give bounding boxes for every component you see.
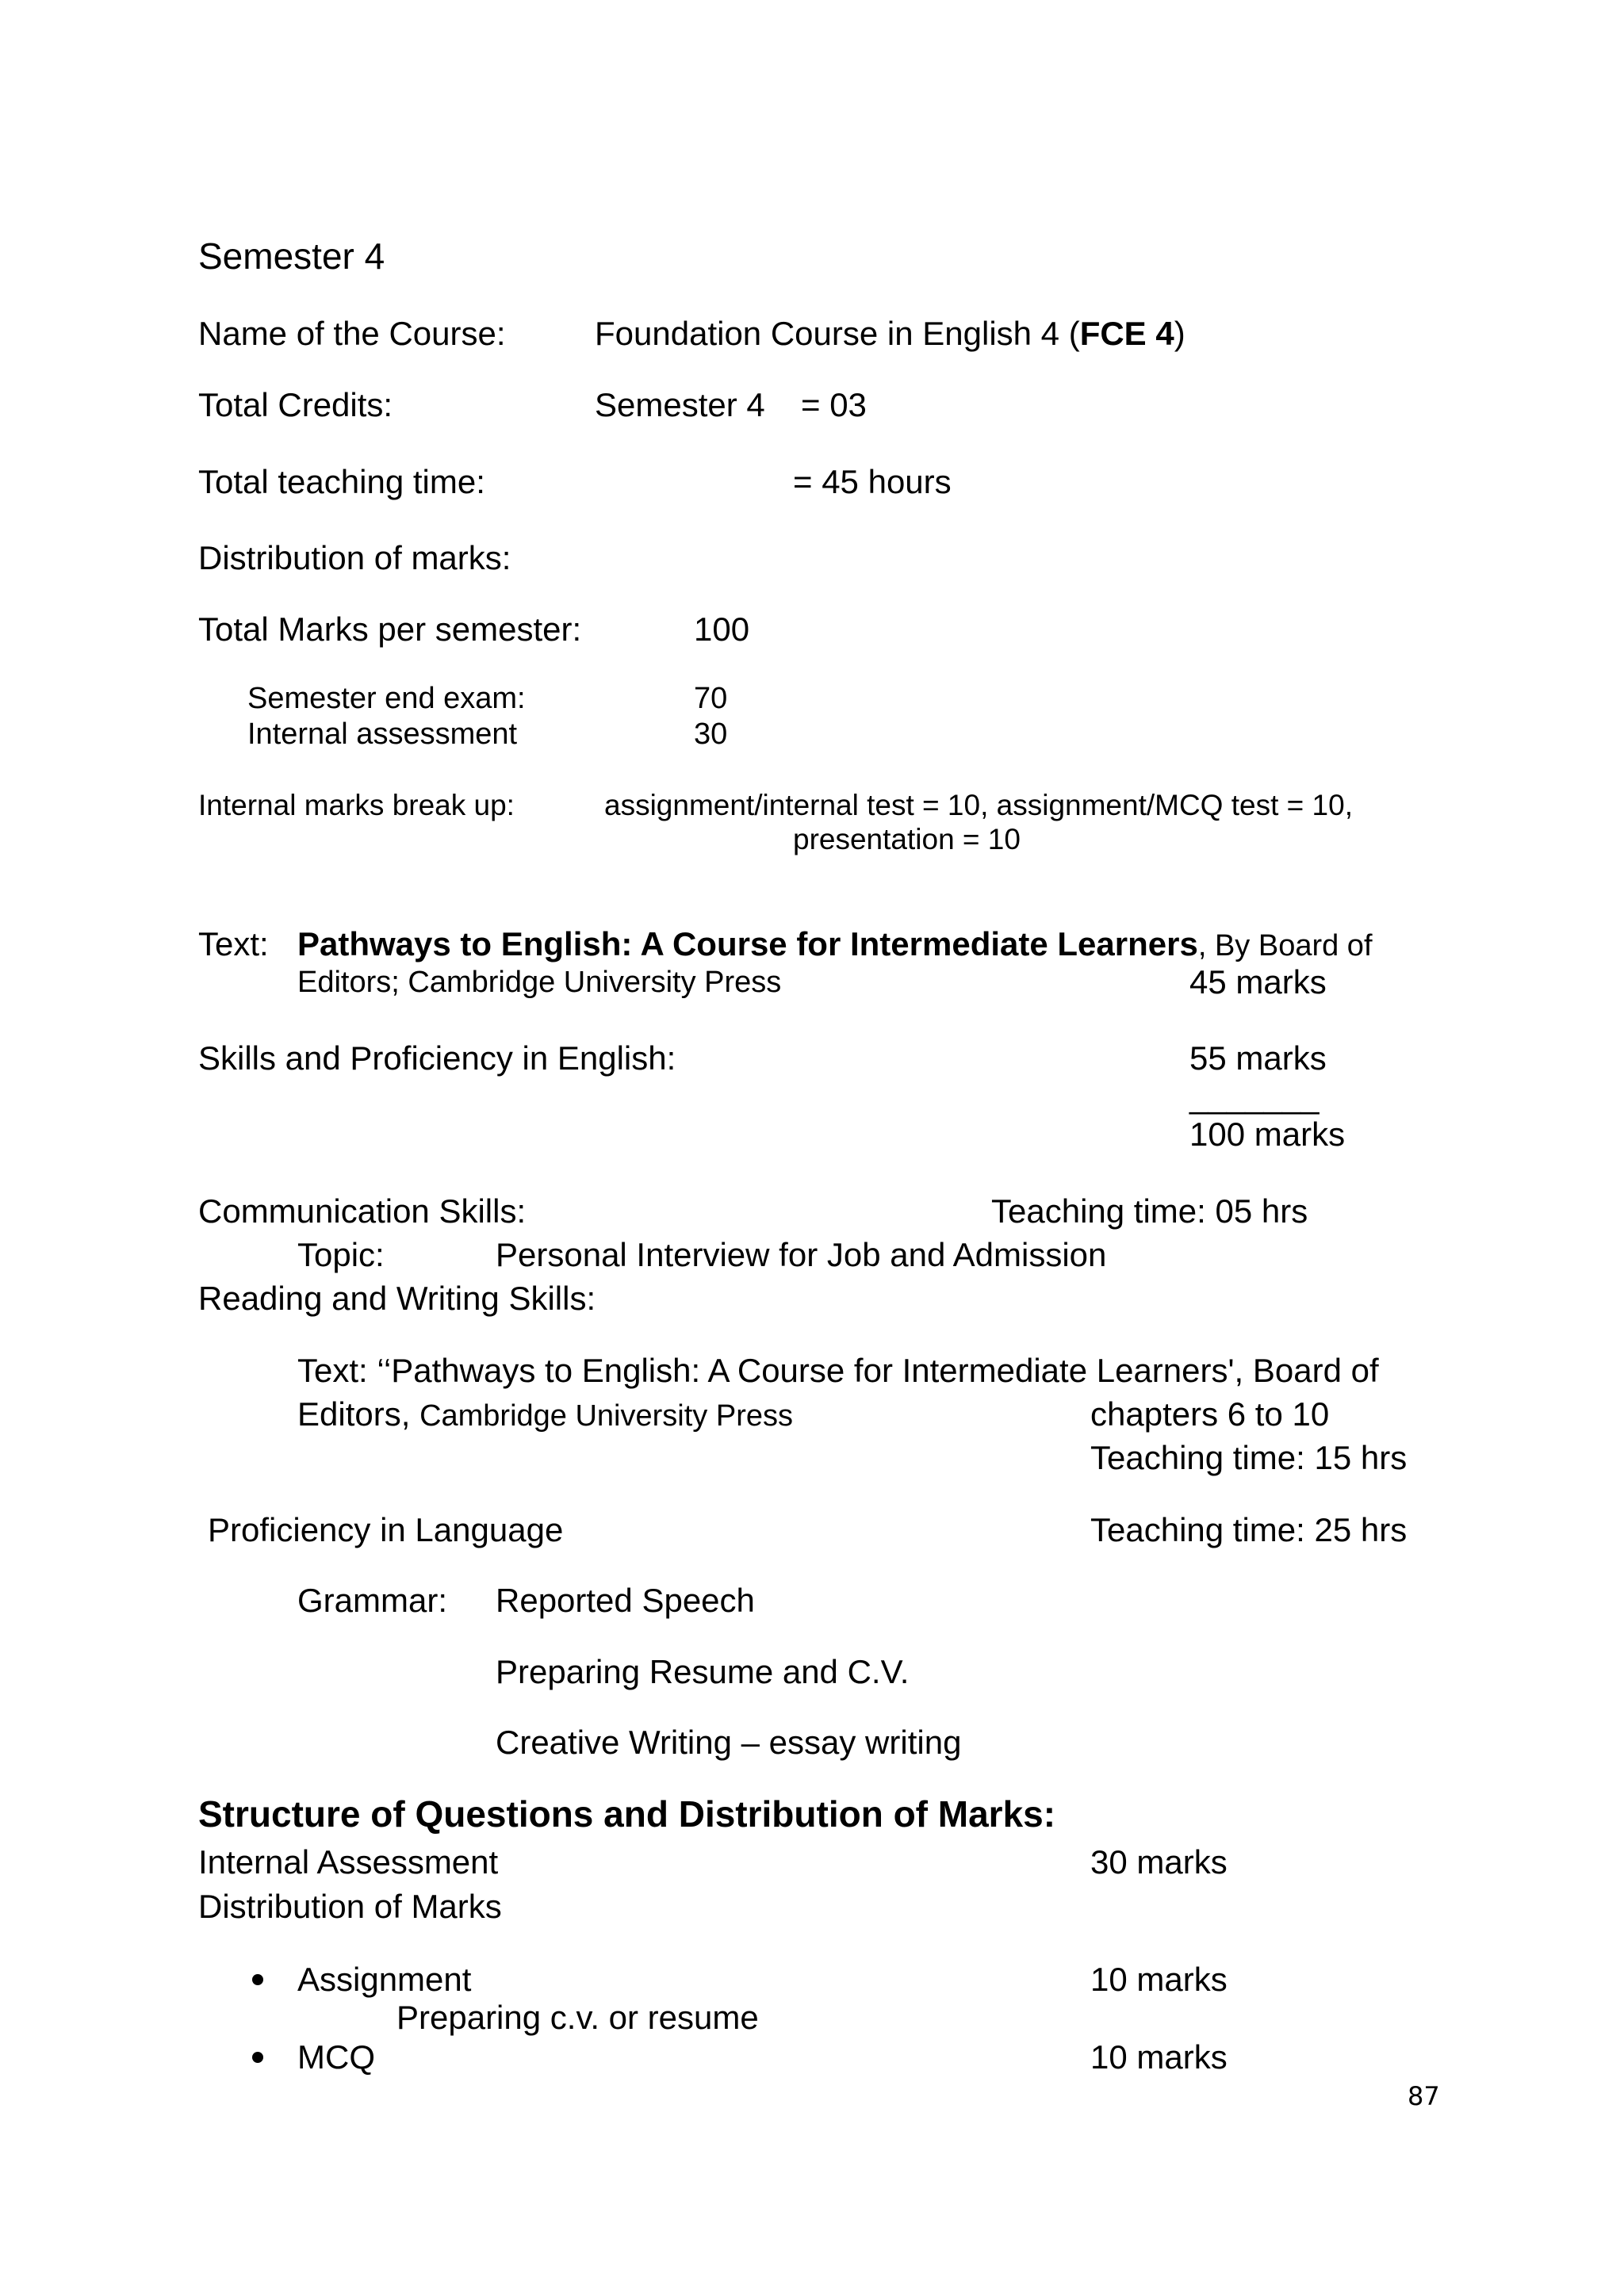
grammar-label: Grammar: xyxy=(297,1582,447,1619)
text-title-line xyxy=(297,925,1373,962)
course-code: FCE 4 xyxy=(1079,315,1174,352)
proficiency-label: Proficiency in Language xyxy=(208,1511,564,1548)
topic-label: Topic: xyxy=(297,1236,385,1273)
breakup-line2: presentation = 10 xyxy=(793,823,1021,855)
distribution-label: Distribution of marks: xyxy=(198,539,511,576)
reading-chapters: chapters 6 to 10 xyxy=(1090,1395,1330,1433)
internal-value: 30 xyxy=(694,718,728,751)
reading-time: Teaching time: 15 hrs xyxy=(1090,1439,1408,1476)
semester-heading: Semester 4 xyxy=(198,235,385,277)
page-number: 87 xyxy=(1408,2081,1440,2111)
total-marks: 100 marks xyxy=(1189,1115,1346,1153)
credits-value: = 03 xyxy=(801,386,867,423)
text-label: Text: xyxy=(198,925,269,962)
bullet-marks: 10 marks xyxy=(1090,2038,1228,2076)
bullet-icon xyxy=(252,1974,263,1985)
bullet-marks: 10 marks xyxy=(1090,1961,1228,1998)
total-marks-value: 100 xyxy=(694,610,750,648)
internal-label: Internal assessment xyxy=(247,718,518,751)
text-by: , By Board of xyxy=(1197,929,1373,962)
grammar-item: Preparing Resume and C.V. xyxy=(496,1653,910,1690)
credits-label: Total Credits: xyxy=(198,386,393,423)
distribution-of-marks-label: Distribution of Marks xyxy=(198,1888,502,1925)
structure-heading: Structure of Questions and Distribution of Marks: xyxy=(198,1793,1056,1835)
bullet-icon xyxy=(252,2052,263,2063)
topic-value: Personal Interview for Job and Admission xyxy=(496,1236,1107,1273)
text-marks: 45 marks xyxy=(1189,963,1327,1001)
bullet-label: Assignment xyxy=(297,1961,472,1998)
course-name-suffix: ) xyxy=(1174,315,1185,352)
end-exam-label: Semester end exam: xyxy=(247,682,526,715)
end-exam-value: 70 xyxy=(694,682,728,715)
breakup-label: Internal marks break up: xyxy=(198,789,515,821)
course-name-label: Name of the Course: xyxy=(198,315,506,352)
internal-assessment-label: Internal Assessment xyxy=(198,1843,499,1881)
grammar-item: Reported Speech xyxy=(496,1582,755,1619)
teaching-time-label: Total teaching time: xyxy=(198,463,485,500)
communication-label: Communication Skills: xyxy=(198,1192,527,1230)
credits-semester: Semester 4 xyxy=(595,386,765,423)
proficiency-time: Teaching time: 25 hrs xyxy=(1090,1511,1408,1548)
bullet-label: MCQ xyxy=(297,2038,375,2076)
bullet-sub: Preparing c.v. or resume xyxy=(396,1999,759,2036)
reading-text-line1: Text: ‘‘Pathways to English: A Course for Intermediate Learners', Board of xyxy=(297,1352,1379,1389)
skills-label: Skills and Proficiency in English: xyxy=(198,1039,676,1077)
course-name-prefix: Foundation Course in English 4 ( xyxy=(595,315,1080,352)
reading-publisher: Cambridge University Press xyxy=(419,1399,793,1433)
breakup-line1: assignment/internal test = 10, assignment/MCQ test = 10, xyxy=(604,789,1353,821)
reading-label: Reading and Writing Skills: xyxy=(198,1280,596,1317)
course-name-value xyxy=(595,317,1185,350)
reading-editors: Editors, xyxy=(297,1395,420,1433)
text-publisher: Editors; Cambridge University Press xyxy=(297,966,782,999)
grammar-item: Creative Writing – essay writing xyxy=(496,1724,962,1761)
reading-text-line2 xyxy=(297,1395,793,1433)
teaching-time-value: = 45 hours xyxy=(793,463,952,500)
internal-assessment-marks: 30 marks xyxy=(1090,1843,1228,1881)
text-title: Pathways to English: A Course for Intermediate Learners xyxy=(297,925,1198,962)
communication-time: Teaching time: 05 hrs xyxy=(991,1192,1308,1230)
total-marks-label: Total Marks per semester: xyxy=(198,610,582,648)
marks-underline: _______ xyxy=(1189,1077,1320,1115)
skills-marks: 55 marks xyxy=(1189,1039,1327,1077)
